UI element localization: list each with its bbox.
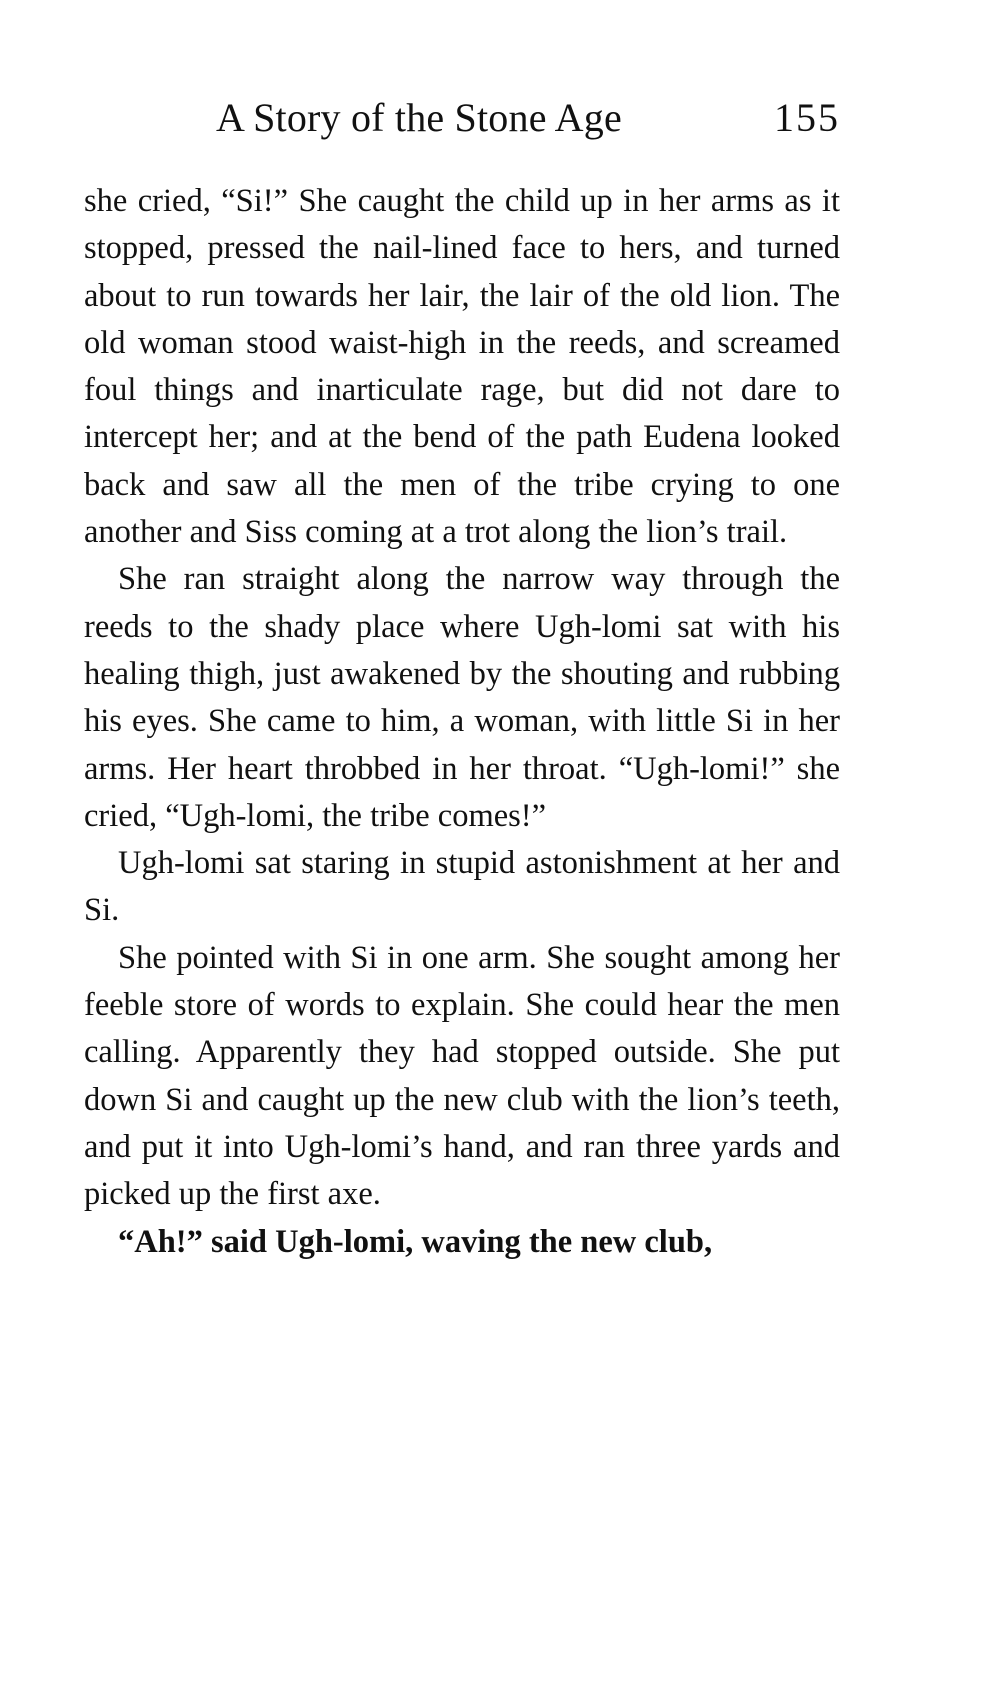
paragraph: She pointed with Si in one arm. She sought among her feeble store of words to explain. She could hear the men calling. Apparently they had stopped outside. She put down Si and caught up the new club with the lion’s teeth, and put it into Ugh-lomi’s hand, and ran three yards and picked up the first axe. [84, 939, 840, 1213]
paragraph: she cried, “Si!” She caught the child up in her arms as it stopped, pressed the nail-lined face to hers, and turned about to run towards her lair, the lair of the old lion. The old woman stood waist-high in the reeds, and screamed foul things and inarticulate rage, but did not dare to intercept her; and at the bend of the path Eudena looked back and saw all the men of the tribe crying to one another and Siss coming at a trot along the lion’s trail. [84, 183, 840, 551]
body-text [84, 178, 840, 1266]
page-number: 155 [774, 95, 840, 140]
running-head-title: A Story of the Stone Age [216, 95, 622, 140]
paragraph: She ran straight along the narrow way through the reeds to the shady place where Ugh-lomi sat with his healing thigh, just awakened by the shouting and rubbing his eyes. She came to him, a woman, with little Si in her arms. Her heart throbbed in her throat. “Ugh-lomi!” she cried, “Ugh-lomi, the tribe comes!” [84, 561, 840, 834]
running-head [88, 88, 840, 148]
paragraph: Ugh-lomi sat staring in stupid astonishment at her and Si. [84, 845, 840, 929]
paragraph: “Ah!” said Ugh-lomi, waving the new club, [118, 1223, 713, 1260]
